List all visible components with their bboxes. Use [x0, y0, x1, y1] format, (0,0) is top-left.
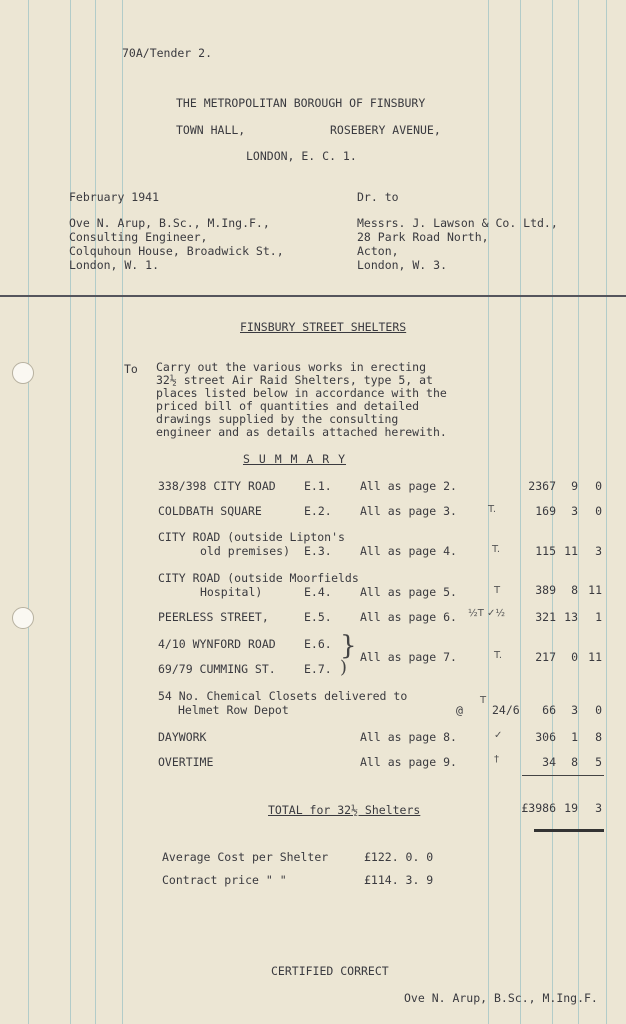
avenue: ROSEBERY AVENUE, — [330, 123, 441, 137]
ledger-line — [122, 0, 123, 1024]
summary-title: S U M M A R Y — [243, 452, 347, 466]
total-pounds: £3986 — [521, 801, 556, 815]
brace-icon: } — [340, 631, 357, 661]
total-double-rule — [534, 829, 604, 832]
header-rule — [0, 295, 626, 297]
signature: Ove N. Arup, B.Sc., M.Ing.F. — [404, 991, 598, 1005]
dr-to: Dr. to — [357, 190, 399, 204]
ledger-line — [95, 0, 96, 1024]
city: LONDON, E. C. 1. — [246, 149, 357, 163]
total-shillings: 19 — [564, 801, 578, 815]
average-value: £122. 0. 0 — [364, 850, 434, 864]
contract-value: £114. 3. 9 — [364, 873, 434, 887]
town-hall: TOWN HALL, — [176, 123, 246, 137]
average-label: Average Cost per Shelter — [162, 850, 329, 864]
total-pence: 3 — [595, 801, 602, 815]
doc-ref: 70A/Tender 2. — [122, 46, 213, 60]
punch-hole — [12, 362, 34, 384]
tender-document: 70A/Tender 2. THE METROPOLITAN BOROUGH OF FINSBURY TOWN HALL, ROSEBERY AVENUE, LONDON, E. C. 1. February 1941 Dr. to Ove N. Arup, B.Sc., M.Ing.F., Consulting Engineer, Colquhoun House, Broadwick St., London, W. 1. Messrs. J. Lawson & Co. Ltd., 28 Park Road North, Acton, London, W. 3. FINSBURY STREET SHELTERS To Carry out the various works in erecting 32½ street Air Raid Shelters, type 5, at places listed below in accordance with the priced bill of quantities and detailed drawings supplied by the consulting engineer and as details attached herewith. S U M M A R Y 338/398 CITY ROAD E.1. All as page 2. 2367 9 0 COLDBATH SQUARE E.2. All as page 3. T. 169 3 0 CITY ROAD (outside Lipton's old premises) E.3. All as page 4. T. 115 11 3 CITY ROAD (outside Moorfields Hospital) E.4. All as page 5. T 389 8 11 PEERLESS STREET, E.5. All as page 6. ½T ✓½ 321 13 1 4/10 WYNFORD ROAD E.6. 69/79 CUMMING ST. E.7. } ( All as page 7. T. 217 0 11 54 No. Chemical Closets delivered to Helmet Row Depot @ T 24/6 66 3 0 DAYWORK All as page 8. ✓ 306 1 8 OVERTIME All as page 9. † 34 8 5 TOTAL for 32½ Shelters £3986 19 3 Average Cost per Shelter £122. 0. 0 Contract price " " £114. 3. 9 CERTIFIED CORRECT Ove N. Arup, B.Sc., M.Ing.F. — [0, 0, 626, 1024]
ledger-line — [70, 0, 71, 1024]
total-label: TOTAL for 32½ Shelters — [268, 803, 421, 817]
brace-icon: ( — [340, 657, 348, 678]
contract-label: Contract price " " — [162, 873, 287, 887]
ledger-line — [578, 0, 579, 1024]
sum-rule — [522, 775, 604, 776]
doc-date: February 1941 — [69, 190, 160, 204]
ledger-line — [606, 0, 607, 1024]
borough-name: THE METROPOLITAN BOROUGH OF FINSBURY — [176, 96, 426, 110]
ledger-line — [28, 0, 29, 1024]
section-title: FINSBURY STREET SHELTERS — [240, 320, 407, 334]
punch-hole — [12, 607, 34, 629]
to-label: To — [124, 362, 138, 376]
certified-correct: CERTIFIED CORRECT — [271, 964, 389, 978]
